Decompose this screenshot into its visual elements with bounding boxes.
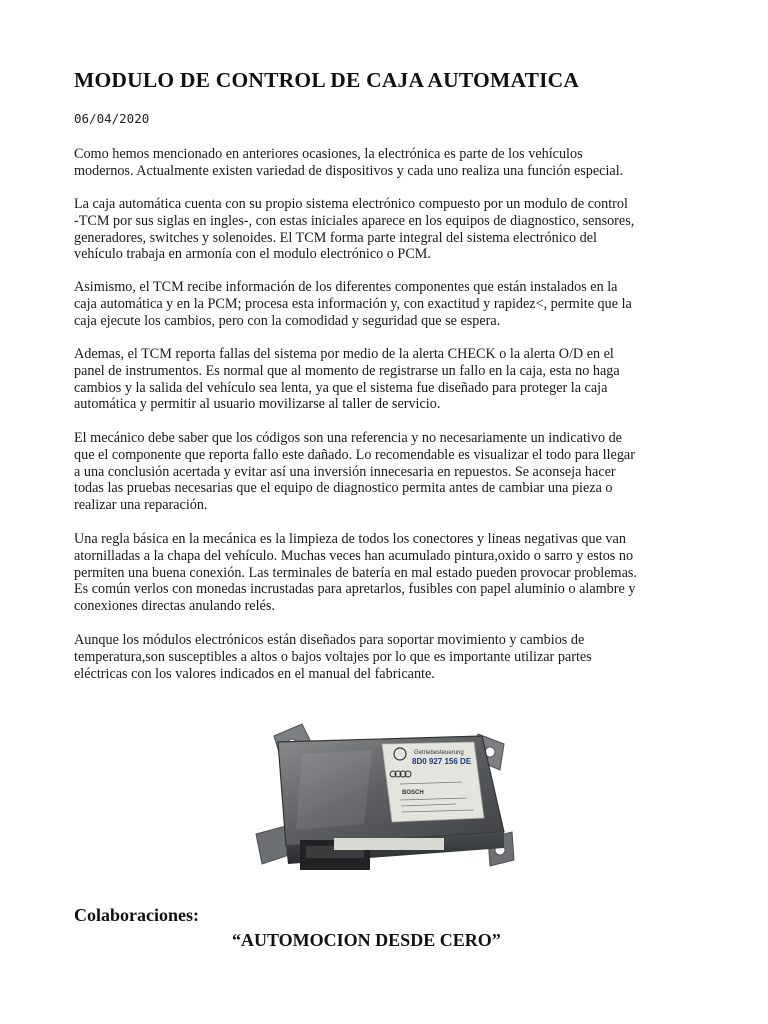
- paragraph-line: Ademas, el TCM reporta fallas del sistema por medio de la alerta CHECK o la alerta O/D en el: [74, 346, 614, 362]
- paragraph-line: que el componente que reporta fallo este dañado. Lo recomendable es visualizar el todo para llegar: [74, 446, 635, 463]
- publish-date: 06/04/2020: [74, 111, 150, 126]
- paragraph-line: panel de instrumentos. Es normal que al momento de registrarse un fallo en la caja, esta no haga: [74, 362, 620, 379]
- paragraph-line: Aunque los módulos electrónicos están diseñados para soportar movimiento y cambios de: [74, 632, 585, 648]
- paragraph-line: conexiones directas anulando relés.: [74, 598, 275, 615]
- paragraph-line: -TCM por sus siglas en ingles-, con estas iniciales aparece en los equipos de diagnostico, sensores,: [74, 212, 635, 229]
- label-line-3: BOSCH: [402, 790, 424, 796]
- document-title: MODULO DE CONTROL DE CAJA AUTOMATICA: [74, 68, 580, 92]
- label-line-2: 8D0 927 156 DE: [412, 757, 472, 766]
- paragraph-line: a una conclusión acertada y evitar así una inversión innecesaria en repuestos. Se aconseja hacer: [74, 463, 616, 480]
- paragraph-line: Asimismo, el TCM recibe información de los diferentes componentes que están instalados en la: [74, 279, 618, 295]
- paragraph-line: Como hemos mencionado en anteriores ocasiones, la electrónica es parte de los vehículos: [74, 146, 583, 162]
- paragraph-line: vehículo trabaja en armonía con el modulo electrónico o PCM.: [74, 246, 431, 263]
- paragraph-4: [74, 346, 694, 413]
- paragraph-line: realizar una reparación.: [74, 497, 208, 514]
- paragraph-line: atornilladas a la chapa del vehículo. Muchas veces han acumulado pintura,oxido o sarro y estos no: [74, 547, 634, 564]
- paragraph-line: caja automática y en la PCM; procesa esta información y, con exactitud y rapidez<, permite que la: [74, 295, 632, 312]
- paragraph-line: Es común verlos con monedas incrustadas para apretarlos, fusibles con papel aluminio o alambre y: [74, 581, 636, 598]
- paragraph-line: Una regla básica en la mecánica es la limpieza de todos los conectores y lineas negativas que van: [74, 531, 626, 547]
- paragraph-line: caja ejecute los cambios, pero con la comodidad y seguridad que se espera.: [74, 312, 501, 329]
- collaborations-label: Colaboraciones:: [74, 905, 199, 925]
- paragraph-5: [74, 430, 694, 514]
- paragraph-line: eléctricas con los valores indicados en el manual del fabricante.: [74, 665, 435, 682]
- paragraph-line: La caja automática cuenta con su propio sistema electrónico compuesto por un modulo de control: [74, 196, 628, 212]
- label-line-1: Getriebesteuerung: [414, 750, 464, 756]
- paragraph-line: temperatura,son susceptibles a altos o bajos voltajes por lo que es importante utilizar partes: [74, 648, 592, 665]
- paragraph-line: permiten una buena conexión. Las terminales de batería en mal estado pueden provocar problemas.: [74, 564, 637, 581]
- paragraph-2: [74, 196, 694, 263]
- paragraph-7: [74, 632, 694, 682]
- paragraph-3: [74, 279, 694, 329]
- paragraph-line: El mecánico debe saber que los códigos son una referencia y no necesariamente un indicativo de: [74, 430, 622, 446]
- tcm-module-photo: [242, 714, 526, 880]
- paragraph-line: automática y permitir al usuario movilizarse al taller de servicio.: [74, 396, 441, 413]
- paragraph-line: cambios y la salida del vehículo sea lenta, ya que el sistema fue diseñado para proteger la caja: [74, 379, 608, 396]
- signature: “AUTOMOCION DESDE CERO”: [232, 930, 501, 950]
- paragraph-1: [74, 146, 694, 180]
- paragraph-line: modernos. Actualmente existen variedad de dispositivos y cada uno realiza una función especial.: [74, 162, 624, 179]
- paragraph-6: [74, 531, 694, 615]
- paragraph-line: generadores, switches y solenoides. El TCM forma parte integral del sistema electrónico del: [74, 229, 597, 246]
- paragraph-line: todas las pruebas necesarias que el equipo de diagnostico permita antes de cambiar una pieza o: [74, 480, 613, 497]
